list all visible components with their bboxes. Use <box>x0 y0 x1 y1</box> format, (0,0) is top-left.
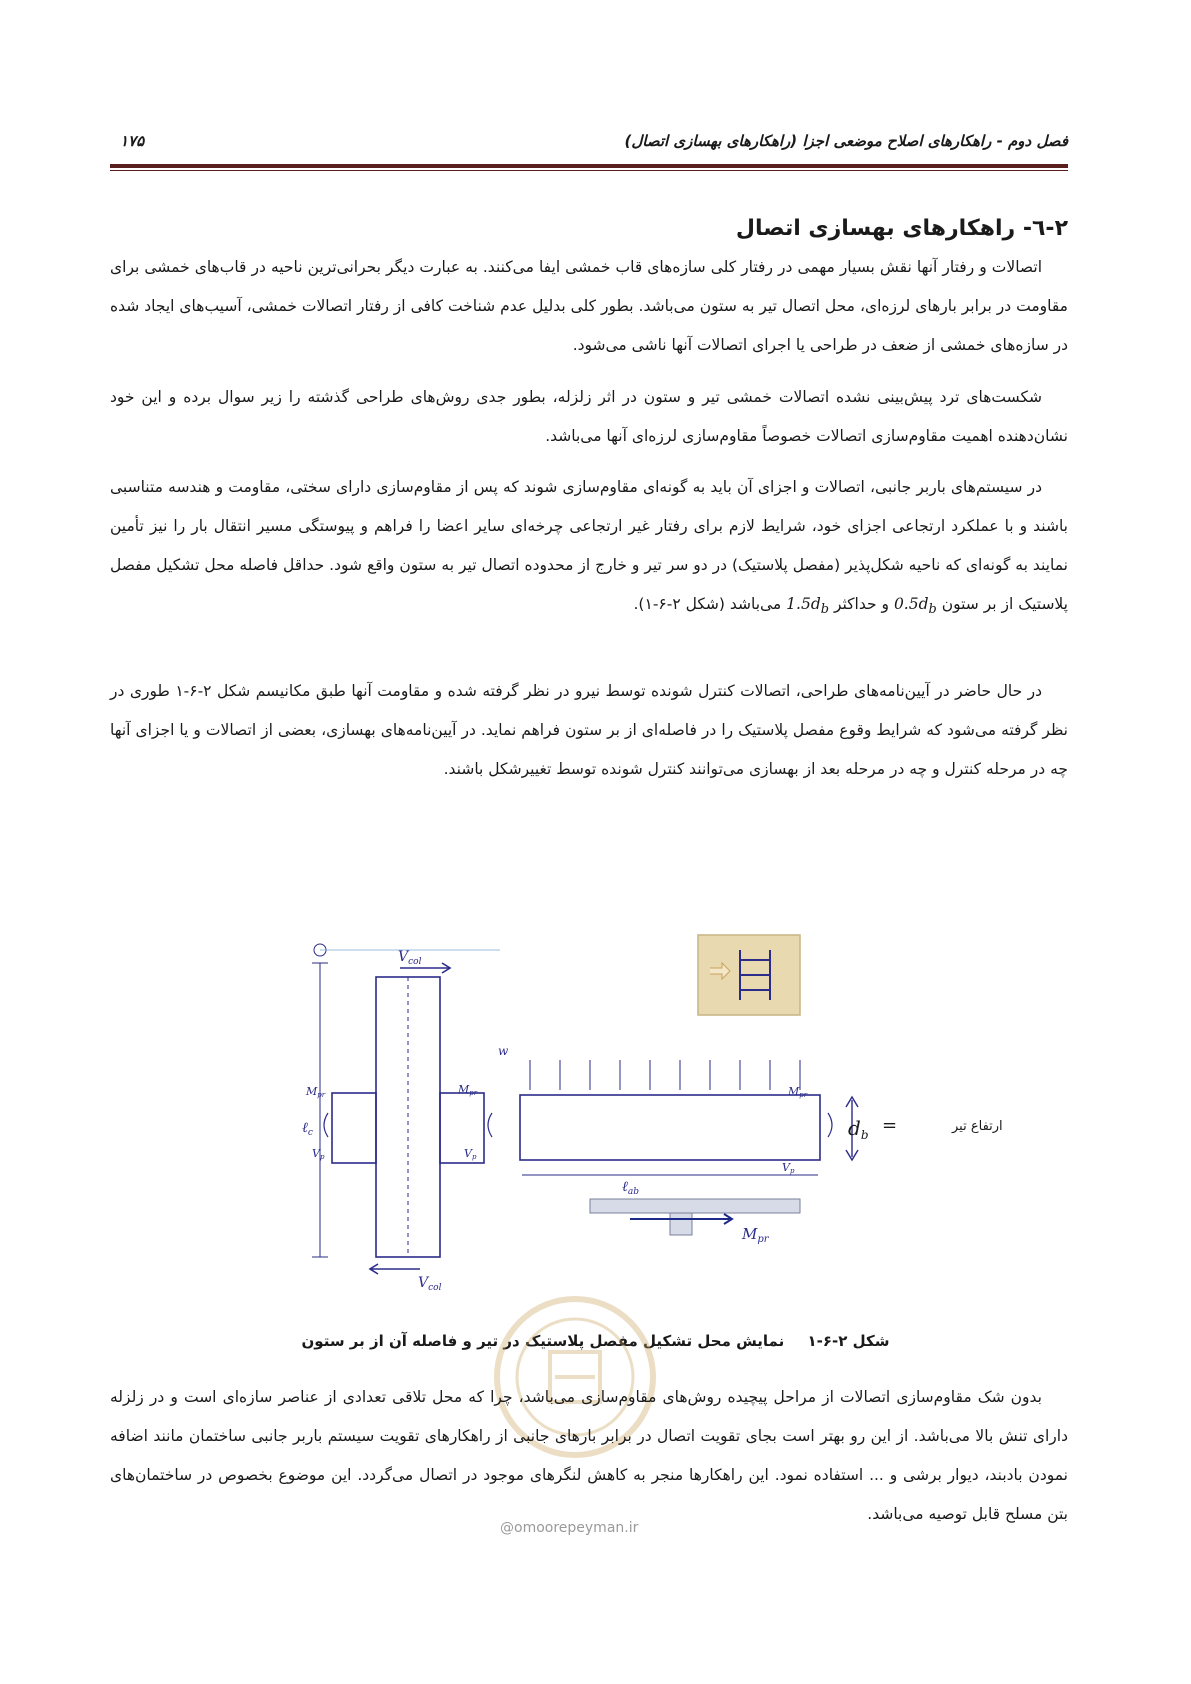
label-v-p-mid: Vp <box>464 1147 477 1161</box>
paragraph-3-text-c: می‌باشد (شکل ۲-۶-۱). <box>633 595 782 613</box>
paragraph-2-text: شکست‌های ترد پیش‌بینی نشده اتصالات خمشی تیر و ستون در اثر زلزله، بطور جدی روش‌های طراحی گذشته را زیر سوال برده و این خود نشان‌دهنده اهمیت مقاوم‌سازی اتصالات خصوصاً مقاوم‌سازی لرزه‌ای آنها می‌باشد. <box>110 388 1068 445</box>
header-rule-thin <box>110 170 1068 171</box>
header-rule-thick <box>110 164 1068 168</box>
label-m-pr-mid: Mpr <box>458 1083 478 1097</box>
label-l-ab: ℓ$_{ab}$ <box>622 1179 639 1197</box>
label-m-pr-section: $M_{pr}$ <box>742 1225 769 1245</box>
running-header <box>110 128 1068 158</box>
paragraph-4 <box>110 672 1068 789</box>
label-db-equals: = <box>882 1115 898 1136</box>
label-v-col-bottom: $V_{col}$ <box>418 1275 442 1293</box>
label-w: w <box>498 1044 509 1058</box>
page-number: ۱۷۵ <box>120 132 145 150</box>
paragraph-1-text: اتصالات و رفتار آنها نقش بسیار مهمی در رفتار کلی سازه‌های قاب خمشی ایفا می‌کنند. به عبارت دیگر بحرانی‌ترین ناحیه در قاب‌های خمشی برای مقاومت در برابر بارهای لرزه‌ای، محل اتصال تیر به ستون می‌باشد. بطور کلی بدلیل عدم شناخت کافی از رفتار اتصالات خمشی، آسیب‌های ایجاد شده در سازه‌های خمشی از ضعف در طراحی یا اجرای اتصالات آنها ناشی می‌شود. <box>110 258 1068 354</box>
paragraph-4-text: در حال حاضر در آیین‌نامه‌های طراحی، اتصالات کنترل شونده توسط نیرو در نظر گرفته شده و مقاومت آنها طبق مکانیسم شکل ۲-۶-۱ طوری در نظر گرفته می‌شود که شرایط وقوع مفصل پلاستیک را در فاصله‌ای از بر ستون فراهم نماید. در آیین‌نامه‌های بهسازی، بعضی از اتصالات و یا اجزای آنها چه در مرحله کنترل و چه در مرحله بعد از بهسازی می‌توانند کنترل شونده توسط تغییرشکل باشند. <box>110 682 1068 778</box>
paragraph-3-text-b: و حداکثر <box>833 595 889 613</box>
section-heading: ۲-٦- راهکارهای بهسازی اتصال <box>735 216 1068 241</box>
label-v-p-left: Vp <box>312 1147 325 1161</box>
max-distance-formula: $1.5d_b$ <box>786 595 830 618</box>
label-m-pr-left: Mpr <box>306 1085 326 1099</box>
paragraph-2 <box>110 378 1068 456</box>
label-l-c: ℓ$_c$ <box>302 1120 313 1138</box>
paragraph-5 <box>110 1378 1068 1534</box>
plastic-hinge-figure <box>300 935 1040 1293</box>
label-m-pr-right: Mpr <box>788 1085 808 1099</box>
label-v-col-top: $V_{col}$ <box>398 949 422 967</box>
paragraph-5-text: بدون شک مقاوم‌سازی اتصالات از مراحل پیچیده روش‌های مقاوم‌سازی می‌باشد، چرا که محل تلاقی تعدادی از عناصر سازه‌ای است و در زلزله دارای تنش بالا می‌باشد. از این رو بهتر است بجای تقویت اتصال در برابر بارهای جانبی از راهکارهای تقویت سیستم باربر جانبی ساختمان مانند اضافه نمودن بادبند، دیوار برشی و ... استفاده نمود. این راهکارها منجر به کاهش لنگرهای موجود در اتصال می‌گردد. این موضوع بخصوص در ساختمان‌های بتن مسلح قابل توصیه می‌باشد. <box>110 1388 1068 1523</box>
paragraph-3-text-a: در سیستم‌های باربر جانبی، اتصالات و اجزای آن باید به گونه‌ای مقاوم‌سازی شوند که پس از مقاوم‌سازی دارای سختی، مقاومت و هندسه متناسبی باشند و با عملکرد ارتجاعی اجزای خود، شرایط لازم برای رفتار غیر ارتجاعی چرخه‌ای سایر اعضا را فراهم و پیوستگی مسیر انتقال بار را نیز تأمین نمایند به گونه‌ای که ناحیه شکل‌پذیر (مفصل پلاستیک) در دو سر تیر و خارج از محدوده اتصال تیر به ستون واقع شود. حداقل فاصله محل تشکیل مفصل پلاستیک از بر ستون <box>110 478 1068 613</box>
chapter-title: فصل دوم - راهکارهای اصلاح موضعی اجزا (راهکارهای بهسازی اتصال) <box>624 132 1068 150</box>
label-v-p-right: Vp <box>782 1161 795 1175</box>
paragraph-1 <box>110 248 1068 365</box>
label-db-symbol: $d_b$ <box>848 1116 869 1142</box>
label-beam-height: ارتفاع تیر <box>952 1119 1003 1134</box>
paragraph-3 <box>110 468 1068 629</box>
min-distance-formula: $0.5d_b$ <box>893 595 937 618</box>
watermark-text: @omoorepeyman.ir <box>500 1520 639 1536</box>
figure-number: شکل ۲-۶-۱ <box>807 1332 890 1350</box>
figure-caption-text: نمایش محل تشکیل مفصل پلاستیک در تیر و فاصله آن از بر ستون <box>301 1332 785 1350</box>
